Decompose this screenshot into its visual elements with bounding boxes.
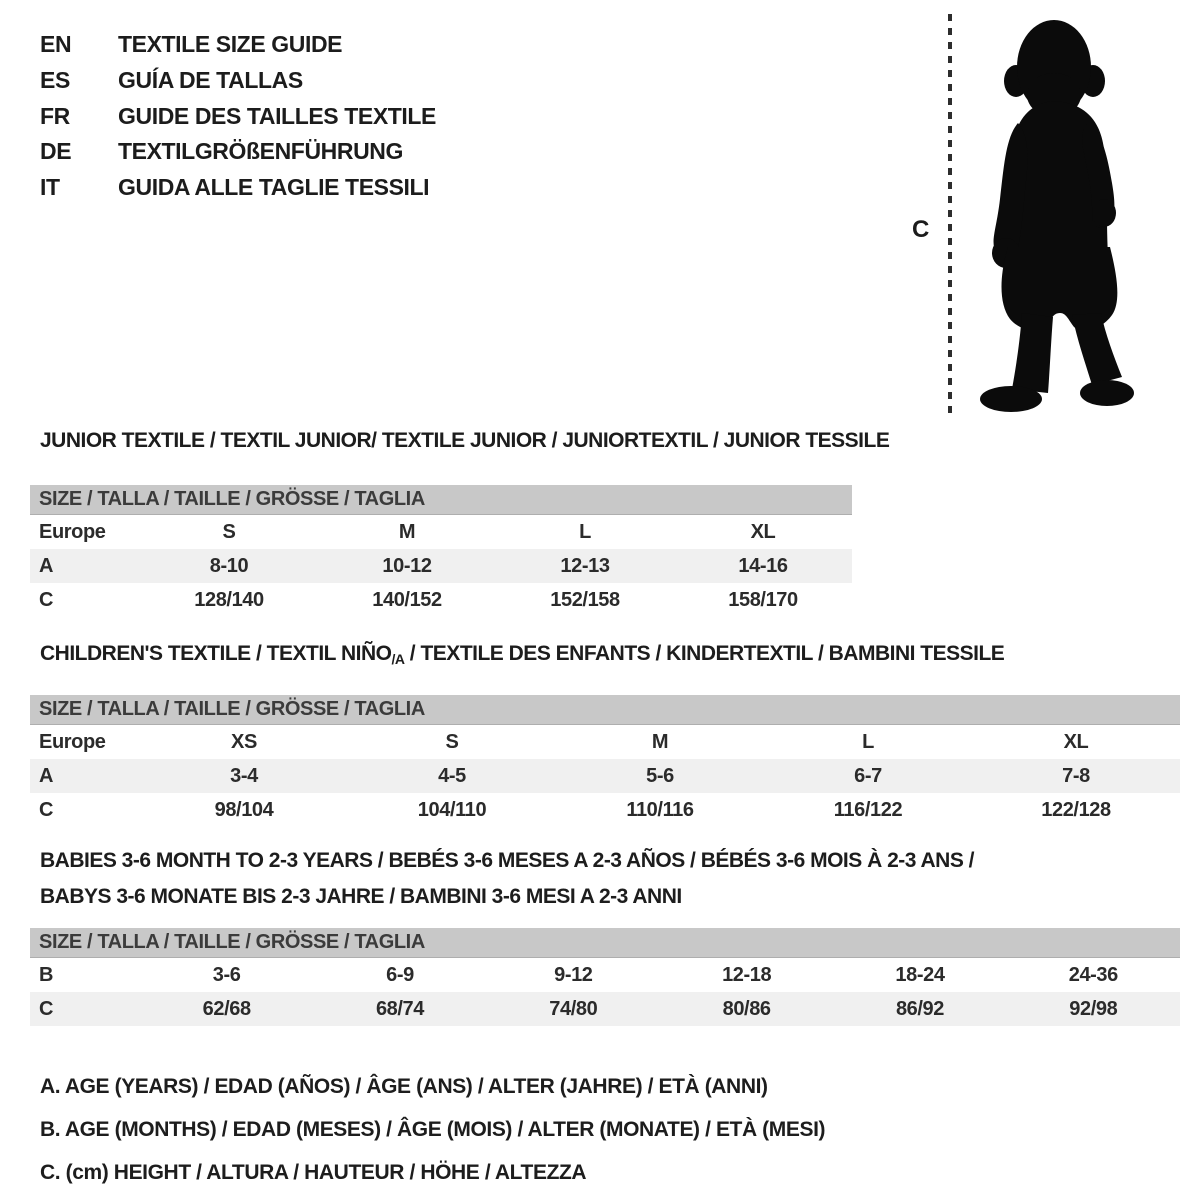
size-value-cell: 68/74 (375, 997, 425, 1020)
legend (40, 1065, 825, 1194)
size-value-cell: 122/128 (1041, 798, 1111, 821)
row-label: C (39, 588, 54, 611)
language-title: TEXTILE SIZE GUIDE (118, 31, 343, 58)
size-value-cell: 9-12 (554, 963, 593, 986)
size-header-bar: SIZE / TALLA / TAILLE / GRÖSSE / TAGLIA (30, 485, 852, 515)
language-row-it (40, 170, 436, 206)
size-table-junior (30, 515, 852, 617)
language-code: ES (40, 67, 70, 94)
language-code: DE (40, 138, 72, 165)
size-value-cell: 104/110 (417, 798, 487, 821)
size-value-cell: 18-24 (895, 963, 945, 986)
size-value-cell: 6-7 (854, 764, 882, 787)
row-label: A (39, 554, 54, 577)
size-value-cell: 152/158 (550, 588, 620, 611)
size-value-cell: 14-16 (738, 554, 788, 577)
size-value-cell: 8-10 (209, 554, 249, 577)
language-code: FR (40, 102, 70, 129)
size-value-cell: 3-4 (230, 764, 258, 787)
row-label: C (39, 997, 54, 1020)
table-row (30, 992, 1180, 1026)
toddler-silhouette-icon (966, 15, 1138, 419)
language-title: GUÍA DE TALLAS (118, 67, 303, 94)
table-row (30, 549, 852, 583)
row-label: A (39, 764, 54, 787)
row-label: Europe (39, 520, 106, 543)
row-label: B (39, 963, 54, 986)
size-value-cell: 74/80 (549, 997, 598, 1020)
size-table-children (30, 725, 1180, 827)
size-header-bar: SIZE / TALLA / TAILLE / GRÖSSE / TAGLIA (30, 695, 1180, 725)
table-row (30, 793, 1180, 827)
row-label: C (39, 798, 54, 821)
size-value-cell: 62/68 (202, 997, 251, 1020)
table-row (30, 759, 1180, 793)
size-value-cell: 92/98 (1069, 997, 1118, 1020)
size-value-cell: 12-18 (722, 963, 772, 986)
legend-age-years: A. AGE (YEARS) / EDAD (AÑOS) / ÂGE (ANS) / ALTER (JAHRE) / ETÀ (ANNI) (40, 1074, 768, 1098)
section-title-text: CHILDREN'S TEXTILE / TEXTIL NIÑO (40, 642, 392, 665)
language-code: IT (40, 174, 60, 201)
section-title-text: JUNIOR TEXTILE / TEXTIL JUNIOR/ TEXTILE JUNIOR / JUNIORTEXTIL / JUNIOR TESSILE (40, 429, 890, 452)
size-value-cell: L (579, 520, 591, 543)
size-value-cell: 116/122 (833, 798, 903, 821)
table-row (30, 725, 1180, 759)
size-value-cell: XL (750, 520, 776, 543)
section-title: CHILDREN'S TEXTILE / TEXTIL $NIÑO_{/A}$ / TEXTILE DES ENFANTS / KINDERTEXTIL / BAMBINI TESSILE (40, 642, 1005, 667)
size-value-cell: 4-5 (438, 764, 466, 787)
size-value-cell: 128/140 (194, 588, 264, 611)
height-measure-label: C (912, 216, 930, 243)
size-value-cell: 140/152 (372, 588, 442, 611)
size-value-cell: 3-6 (212, 963, 241, 986)
language-row-fr (40, 98, 436, 134)
size-value-cell: S (445, 730, 459, 753)
size-value-cell: M (398, 520, 416, 543)
size-value-cell: 158/170 (728, 588, 798, 611)
section-junior-textile (30, 428, 890, 617)
size-value-cell: 6-9 (386, 963, 414, 986)
size-value-cell: 98/104 (214, 798, 274, 821)
language-row-de (40, 134, 436, 170)
language-code: EN (40, 31, 72, 58)
size-value-cell: 110/116 (626, 798, 694, 821)
size-value-cell: XS (231, 730, 257, 753)
language-row-es (40, 63, 436, 99)
size-value-cell: XL (1063, 730, 1089, 753)
size-value-cell: 24-36 (1068, 963, 1118, 986)
table-row (30, 583, 852, 617)
legend-age-months: B. AGE (MONTHS) / EDAD (MESES) / ÂGE (MOIS) / ALTER (MONATE) / ETÀ (MESI) (40, 1117, 826, 1141)
language-title: TEXTILGRÖßENFÜHRUNG (118, 138, 403, 165)
legend-height-cm: C. (cm) HEIGHT / ALTURA / HAUTEUR / HÖHE / ALTEZZA (40, 1160, 587, 1184)
table-row (30, 958, 1180, 992)
size-header-bar: SIZE / TALLA / TAILLE / GRÖSSE / TAGLIA (30, 928, 1180, 958)
section-children-textile (30, 641, 1180, 827)
section-title (40, 428, 890, 459)
table-row (30, 515, 852, 549)
height-dashed-line (948, 14, 952, 418)
section-title-line2: BABYS 3-6 MONATE BIS 2-3 JAHRE / BAMBINI 3-6 MESI A 2-3 ANNI (40, 885, 682, 908)
size-table-babies (30, 958, 1180, 1026)
size-value-cell: S (222, 520, 236, 543)
size-value-cell: L (862, 730, 874, 753)
language-row-en (40, 27, 436, 63)
size-value-cell: 5-6 (646, 764, 674, 787)
size-value-cell: 86/92 (895, 997, 944, 1020)
language-list (40, 27, 436, 205)
section-title (40, 843, 1180, 879)
size-value-cell: 12-13 (560, 554, 610, 577)
size-value-cell: 10-12 (382, 554, 432, 577)
language-title: GUIDE DES TAILLES TEXTILE (118, 102, 436, 129)
section-title-text: BABIES 3-6 MONTH TO 2-3 YEARS / BEBÉS 3-6 MESES A 2-3 AÑOS / BÉBÉS 3-6 MOIS À 2-3 ANS / (40, 849, 975, 872)
size-value-cell: 80/86 (722, 997, 771, 1020)
row-label: Europe (39, 730, 106, 753)
section-babies-textile (30, 843, 1180, 1026)
size-value-cell: M (651, 730, 669, 753)
language-title: GUIDA ALLE TAGLIE TESSILI (118, 174, 430, 201)
size-value-cell: 7-8 (1062, 764, 1090, 787)
